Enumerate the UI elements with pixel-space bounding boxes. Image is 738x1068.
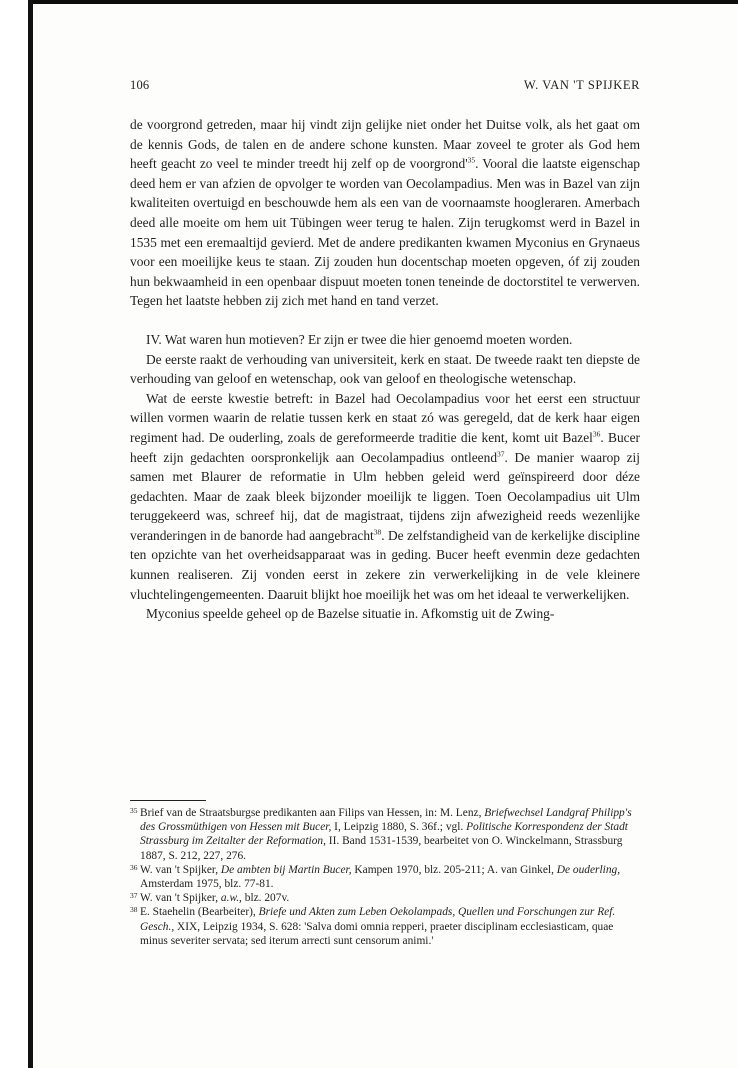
text-run: XIX, Leipzig 1934, S. 628: 'Salva domi omnia repperi, praeter disciplinam ecclesiasticam, quae minus severiter servata; sed iterum arrecti sunt censorum animi.'	[140, 920, 614, 947]
text-run: Amsterdam 1975, blz. 77-81.	[140, 878, 274, 891]
page-number: 106	[130, 78, 150, 92]
footnote	[130, 863, 640, 891]
italic-title: a.w.,	[220, 892, 242, 905]
scan-border-left	[28, 0, 33, 1068]
footnote-rule	[130, 800, 206, 801]
footnote-ref: 35	[467, 155, 476, 165]
text-run: . De zelfstandigheid van de kerkelijke discipline ten opzichte van het overheidsapparaat was in geding. Bucer heeft evenmin deze gedachten kunnen realiseren. Zij vonden eerst in zekere zin verwerkelijking in de vele kleinere vluchtelingengemeenten. Daaruit blijkt hoe moeilijk het was om het ideaal te verwerkelijken.	[130, 527, 640, 602]
running-title: W. VAN 'T SPIJKER	[523, 78, 640, 92]
italic-title: Briefwechsel Landgraf Philipp's des Grossmüthigen von Hessen mit Bucer,	[140, 807, 632, 834]
text-run: de voorgrond getreden, maar hij vindt zijn gelijke niet onder het Duitse volk, als het gaat om de kennis Gods, de talen en de andere schone kunsten. Maar zoveel te groter als God hem heeft geacht zo veel te minder treedt hij zelf op de voorgrond'	[130, 117, 640, 172]
footnote	[130, 891, 640, 905]
text-run: E. Staehelin (Bearbeiter),	[140, 906, 259, 919]
footnote-number: 37	[130, 891, 138, 901]
footnote-ref: 36	[592, 429, 601, 439]
paragraph-4	[130, 389, 640, 605]
text-run: . Bucer heeft zijn gedachten oorspronkelijk aan Oecolampadius ontleend	[130, 429, 641, 465]
text-run: Wat de eerste kwestie betreft: in Bazel had Oecolampadius voor het eerst een structuur willen vormen waarin de relatie tussen kerk en staat zó was geregeld, dat de kerk haar eigen regiment had. De ouderling, zoals de gereformeerde traditie die kent, komt uit Bazel	[130, 390, 640, 445]
running-head	[130, 78, 640, 96]
footnote-ref: 37	[497, 449, 505, 459]
footnote	[130, 905, 640, 948]
text-run: blz. 207v.	[241, 892, 290, 905]
text-run: . Vooral die laatste eigenschap deed hem er van afzien de opvolger te worden van Oecolampadius. Men was in Bazel van zijn kwaliteiten overtuigd en beschouwde hem als een van de voornaamste hoogleraren. Amerbach deed alle moeite om hem uit Tübingen weer terug te halen. Zijn terugkomst werd in Bazel in 1535 met een eremaaltijd gevierd. Met de andere predikanten kwamen Myconius en Grynaeus voor een moeilijke keus te staan. Zij zouden hun docentschap moeten opgeven, óf zij zouden hun bekwaamheid in een openbaar dispuut moeten tonen teneinde de doctorstitel te verwerven. Tegen het laatste hebben zij zich met hand en tand verzet.	[130, 156, 640, 309]
italic-title: De ouderling,	[556, 863, 621, 876]
paragraph-3: De eerste raakt de verhouding van universiteit, kerk en staat. De tweede raakt ten diepste de verhouding van geloof en wetenschap, ook van geloof en theologische wetenschap.	[130, 351, 640, 387]
footnote-number: 36	[130, 862, 138, 872]
text-run: II. Band 1531-1539, bearbeitet von O. Winckelmann, Strassburg 1887, S. 212, 227, 276.	[140, 835, 623, 862]
text-run: Brief van de Straatsburgse predikanten aan Filips van Hessen, in: M. Lenz,	[140, 807, 485, 819]
text-run: Kampen 1970, blz. 205-211; A. van Ginkel,	[351, 863, 557, 876]
italic-title: Briefe und Akten zum Leben Oekolampads, Quellen und Forschungen zur Ref. Gesch.,	[140, 906, 616, 933]
paragraph-2: IV. Wat waren hun motieven? Er zijn er twee die hier genoemd moeten worden.	[146, 331, 573, 347]
footnote	[130, 806, 640, 863]
footnote-number: 35	[130, 806, 138, 815]
footnotes	[130, 806, 640, 948]
text-run: W. van 't Spijker,	[140, 863, 221, 876]
body-text	[130, 115, 640, 624]
paragraph-1	[130, 115, 640, 311]
footnote-number: 38	[130, 905, 138, 915]
text-run: I, Leipzig 1880, S. 36f.; vgl.	[331, 821, 467, 834]
text-run: . De manier waarop zij samen met Blaurer de reformatie in Ulm hebben geleid werd geïnspireerd door déze gedachten. Maar de zaak bleek bijzonder moeilijk te liggen. Toen Oecolampadius uit Ulm teruggekeerd was, schreef hij, dat de magistraat, tijdens zijn afwezigheid reeds wezenlijke veranderingen in de banorde had aangebracht	[130, 449, 640, 543]
italic-title: De ambten bij Martin Bucer,	[220, 863, 352, 876]
footnote-ref: 38	[373, 527, 382, 537]
italic-title: Politische Korrespondenz der Stadt Strassburg im Zeitalter der Reformation,	[140, 821, 628, 848]
text-run: W. van 't Spijker,	[140, 892, 221, 905]
paragraph-5: Myconius speelde geheel op de Bazelse situatie in. Afkomstig uit de Zwing-	[146, 606, 555, 622]
